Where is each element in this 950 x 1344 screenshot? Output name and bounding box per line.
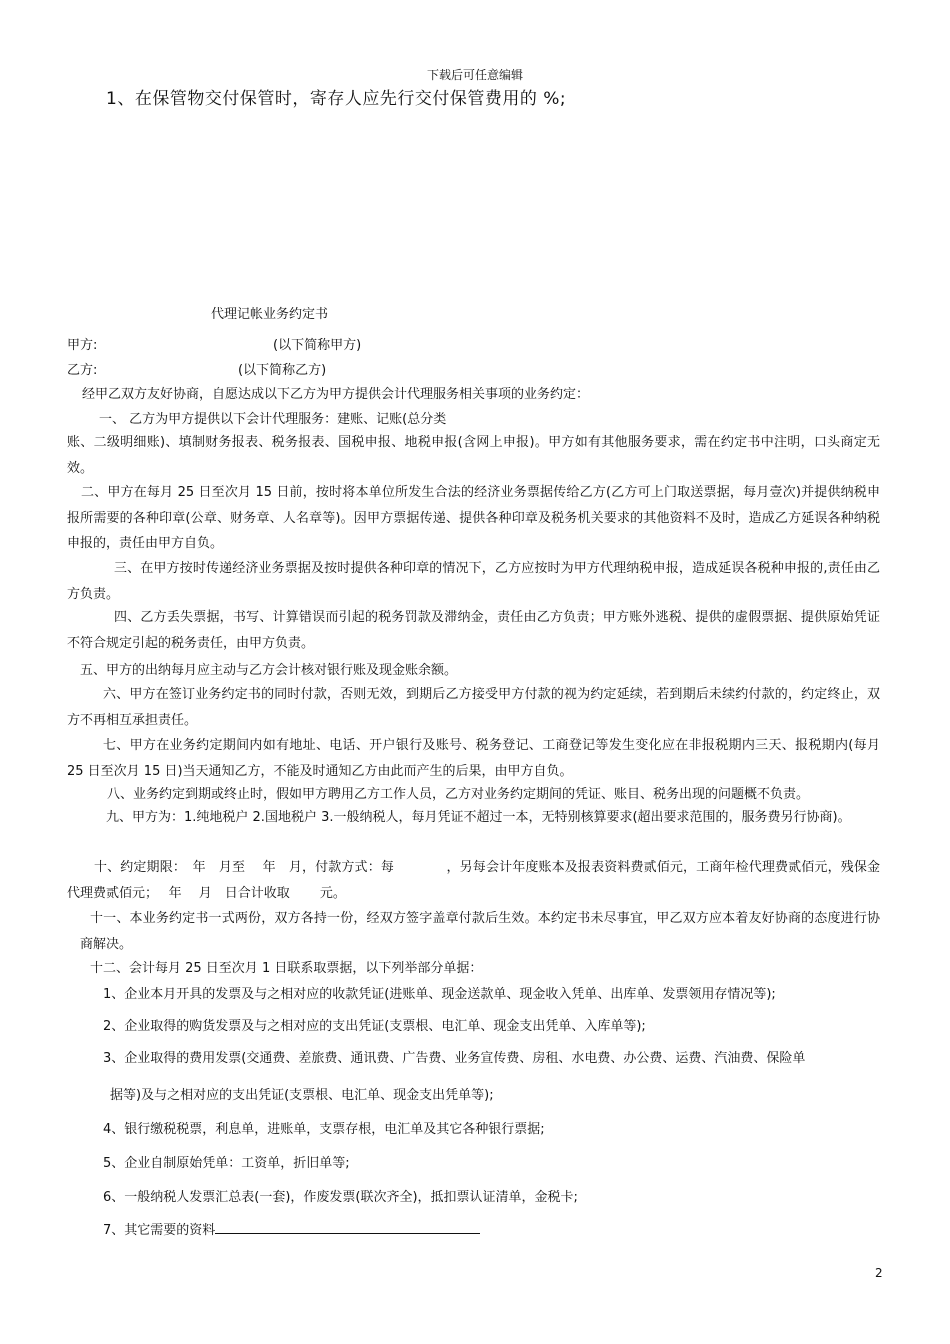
list-item: 6、一般纳税人发票汇总表(一套)，作废发票(联次齐全)，抵扣票认证清单，金税卡; — [103, 1190, 578, 1205]
clause-10: 十、约定期限： 年 月至 年 月，付款方式：每 ，另每会计年度账本及报表资料费贰佰元，工商年检代理费贰佰元，残保金代理费贰佰元； 年 月 日合计收取 元。 — [67, 860, 880, 901]
clause-2: 二、甲方在每月 25 日至次月 15 日前，按时将本单位所发生合法的经济业务票据传给乙方(乙方可上门取送票据，每月壹次)并提供纳税申报所需要的各种印章(公章、财务章、人名章等)。因甲方票据传递、提供各种印章及税务机关要求的其他资料不及时，造成乙方延误各种纳税申报的，责任由甲方自负。 — [67, 485, 880, 551]
fill-in-blank — [215, 1219, 480, 1234]
party-a-label: 甲方: — [67, 338, 98, 353]
clause-11: 十一、本业务约定书一式两份，双方各持一份，经双方签字盖章付款后生效。本约定书未尽事宜，甲乙双方应本着友好协商的态度进行协商解决。 — [80, 911, 880, 952]
party-b-label: 乙方: — [67, 363, 98, 378]
party-b-note: (以下简称乙方) — [238, 363, 327, 378]
clause-8: 八、业务约定到期或终止时，假如甲方聘用乙方工作人员，乙方对业务约定期间的凭证、账目、税务出现的问题概不负责。 — [107, 787, 810, 802]
list-item: 3、企业取得的费用发票(交通费、差旅费、通讯费、广告费、业务宣传费、房租、水电费、办公费、运费、汽油费、保险单 — [103, 1051, 806, 1066]
list-item: 2、企业取得的购货发票及与之相对应的支出凭证(支票根、电汇单、现金支出凭单、入库单等); — [103, 1019, 646, 1034]
clause-4: 四、乙方丢失票据，书写、计算错误而引起的税务罚款及滞纳金，责任由乙方负责；甲方账外逃税、提供的虚假票据、提供原始凭证不符合规定引起的税务责任，由甲方负责。 — [67, 610, 880, 651]
list-item: 5、企业自制原始凭单：工资单，折旧单等; — [103, 1156, 350, 1171]
clause-5: 五、甲方的出纳每月应主动与乙方会计核对银行账及现金账余额。 — [80, 663, 458, 678]
page-header: 下载后可任意编辑 — [426, 68, 523, 82]
clause-1-body: 账、二级明细账)、填制财务报表、税务报表、国税申报、地税申报(含网上申报)。甲方如有其他服务要求，需在约定书中注明，口头商定无效。 — [67, 435, 880, 476]
document-title: 代理记帐业务约定书 — [211, 307, 329, 322]
clause-9: 九、甲方为：1.纯地税户 2.国地税户 3.一般纳税人，每月凭证不超过一本，无特别核算要求(超出要求范围的，服务费另行协商)。 — [106, 810, 851, 825]
party-a-note: (以下简称甲方) — [273, 338, 362, 353]
list-item: 1、企业本月开具的发票及与之相对应的收款凭证(进账单、现金送款单、现金收入凭单、出库单、发票领用存情况等); — [103, 987, 776, 1002]
intro-paragraph: 经甲乙双方友好协商，自愿达成以下乙方为甲方提供会计代理服务相关事项的业务约定： — [82, 387, 590, 402]
clause-12: 十二、会计每月 25 日至次月 1 日联系取票据，以下列举部分单据： — [90, 961, 483, 976]
clause-6: 六、甲方在签订业务约定书的同时付款，否则无效，到期后乙方接受甲方付款的视为约定延续，若到期后未续约付款的，约定终止，双方不再相互承担责任。 — [67, 687, 880, 728]
top-clause: 1、在保管物交付保管时，寄存人应先行交付保管费用的 %; — [106, 89, 567, 109]
page-number: 2 — [875, 1266, 883, 1280]
list-item-continued: 据等)及与之相对应的支出凭证(支票根、电汇单、现金支出凭单等); — [110, 1088, 494, 1103]
list-item-label: 7、其它需要的资料 — [103, 1223, 216, 1238]
clause-1-head: 一、 乙方为甲方提供以下会计代理服务：建账、记账(总分类 — [99, 412, 447, 427]
list-item-with-blank — [103, 1219, 480, 1238]
clause-7: 七、甲方在业务约定期间内如有地址、电话、开户银行及账号、税务登记、工商登记等发生变化应在非报税期内三天、报税期内(每月 25 日至次月 15 日)当天通知乙方，不能及时通知乙方由此而产生的后果，由甲方自负。 — [67, 738, 880, 779]
list-item: 4、银行缴税税票，利息单，进账单，支票存根，电汇单及其它各种银行票据; — [103, 1122, 545, 1137]
clause-3: 三、在甲方按时传递经济业务票据及按时提供各种印章的情况下，乙方应按时为甲方代理纳税申报，造成延误各税种申报的,责任由乙方负责。 — [67, 561, 880, 602]
